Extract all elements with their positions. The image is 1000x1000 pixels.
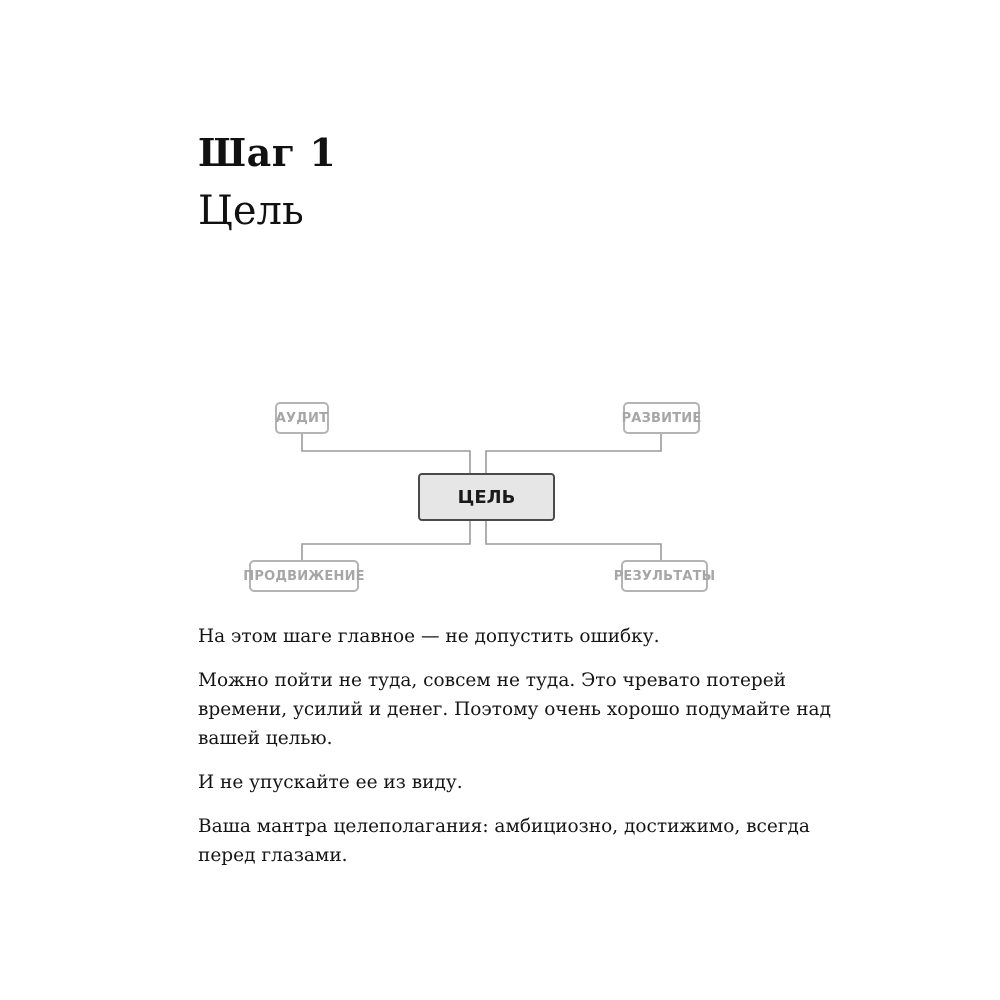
diagram-node-audit: АУДИТ [275,402,329,434]
connector-top-right [486,434,661,474]
paragraph: Ваша мантра целеполагания: амбициозно, достижимо, всегда перед глазами. [198,816,810,866]
body-text [198,622,838,885]
step-title-heading: Цель [198,188,304,234]
paragraph: И не упускайте ее из виду. [198,772,463,793]
paragraph: На этом шаге главное — не допустить ошибку. [198,626,660,647]
diagram-node-promotion: ПРОДВИЖЕНИЕ [249,560,359,592]
connector-top-left [302,434,470,474]
diagram-node-development: РАЗВИТИЕ [623,402,700,434]
paragraph: Можно пойти не туда, совсем не туда. Это чревато потерей времени, усилий и денег. Поэтому очень хорошо подумайте над вашей целью. [198,670,831,749]
diagram-node-goal: ЦЕЛЬ [418,473,555,521]
step-number-heading: Шаг 1 [198,130,337,175]
connector-bottom-right [486,520,661,561]
diagram-node-results: РЕЗУЛЬТАТЫ [621,560,708,592]
connector-bottom-left [302,520,470,561]
